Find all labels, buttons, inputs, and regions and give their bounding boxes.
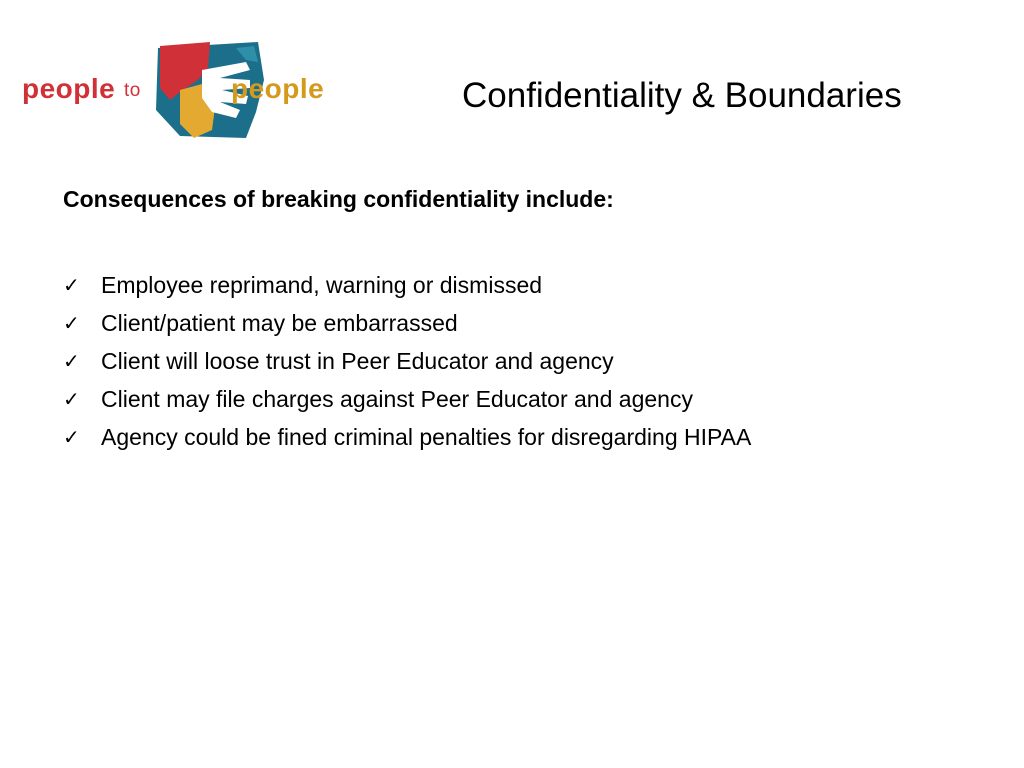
list-item (63, 418, 961, 456)
list-item (63, 342, 676, 380)
list-item-text: Client may file charges against Peer Educator and agency (101, 386, 693, 412)
logo-word-people-right: people (231, 73, 325, 104)
list-item-text: Client will loose trust in Peer Educator and agency (101, 348, 614, 374)
slide-title: Confidentiality & Boundaries (462, 76, 902, 115)
check-icon: ✓ (63, 311, 80, 335)
list-item-text: Agency could be fined criminal penalties for disregarding HIPAA (101, 424, 752, 450)
logo-word-to: to (124, 80, 141, 101)
list-item-text: Employee reprimand, warning or dismissed (101, 272, 543, 298)
logo-word-people-left: people (22, 73, 116, 104)
check-icon: ✓ (63, 387, 80, 411)
list-item (63, 304, 961, 342)
people-to-people-logo (22, 40, 362, 140)
slide-body (63, 185, 963, 456)
list-item (63, 266, 961, 304)
list-item (63, 380, 961, 418)
check-icon: ✓ (63, 349, 80, 373)
check-icon: ✓ (63, 273, 80, 297)
list-item-text: Client/patient may be embarrassed (101, 310, 458, 336)
body-heading: Consequences of breaking confidentiality include: (63, 186, 614, 212)
consequences-list (63, 266, 963, 456)
check-icon: ✓ (63, 425, 80, 449)
